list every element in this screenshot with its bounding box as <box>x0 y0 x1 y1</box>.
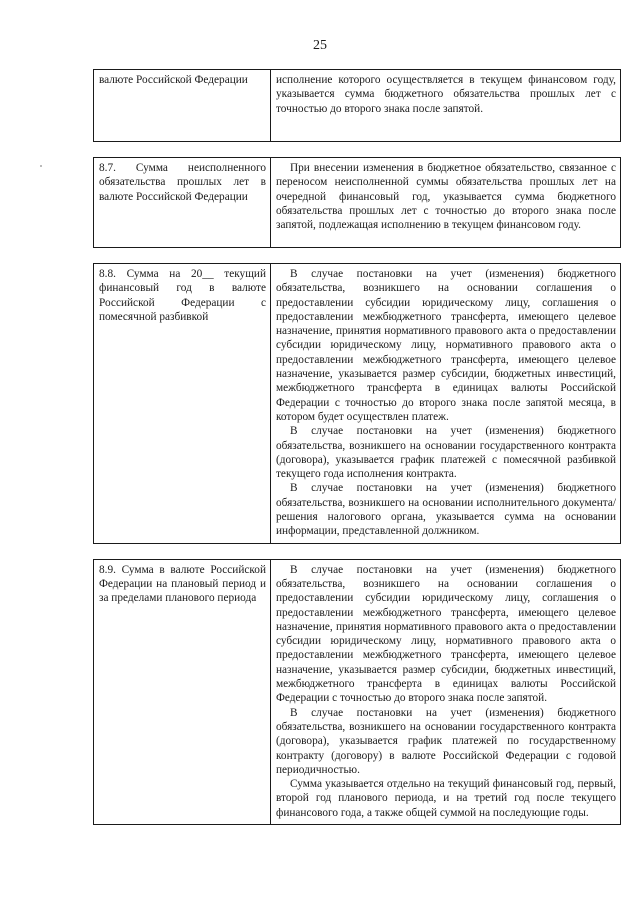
table-row <box>94 559 621 824</box>
description-cell <box>271 70 621 142</box>
field-name-cell <box>94 559 271 824</box>
field-name-cell <box>94 264 271 544</box>
field-name: валюте Российской Федерации <box>99 74 248 86</box>
field-name: 8.9. Сумма в валюте Российской Федерации на плановый период и за пределами планового периода <box>99 563 266 605</box>
row-spacer <box>94 142 621 158</box>
page-number: 25 <box>313 38 327 53</box>
instructions-table <box>93 69 621 825</box>
field-name: 8.7. Сумма неисполненного обязательства прошлых лет в валюте Российской Федерации <box>99 162 266 203</box>
description-cell <box>271 158 621 248</box>
field-name: 8.8. Сумма на 20__ текущий финансовый год в валюте Российской Федерации с помесячной разбивкой <box>99 268 266 323</box>
description-paragraph: исполнение которого осуществляется в текущем финансовом году, указывается сумма бюджетного обязательства прошлых лет с точностью до второго знака после запятой. <box>276 74 616 115</box>
description-paragraph: В случае постановки на учет (изменения) бюджетного обязательства, возникшего на основании государственного контракта (договора), указывается график платежей по государственному контракту (договору) в валюте Российской Федерации с годовой периодичностью. <box>276 706 616 776</box>
description-paragraph: В случае постановки на учет (изменения) бюджетного обязательства, возникшего на основании соглашения о предоставлении субсидии юридическому лицу, соглашения о предоставлении межбюджетного трансферта, имеющего целевое назначение, принятия нормативного правового акта о предоставлении субсидии юридическому лицу, нормативного правового акта о предоставлении межбюджетного трансферта, имеющего целевое назначение, указывается размер субсидии, бюджетных инвестиций, межбюджетного трансферта в единицах валюты Российской Федерации с точностью до второго знака после запятой месяца, в котором будет осуществлен платеж. <box>276 268 616 423</box>
row-spacer <box>94 543 621 559</box>
table-row <box>94 70 621 142</box>
description-paragraph: В случае постановки на учет (изменения) бюджетного обязательства, возникшего на основании государственного контракта (договора), указывается график платежей с помесячной разбивкой текущего года исполнения контракта. <box>276 425 616 481</box>
scan-speck <box>40 165 42 167</box>
description-paragraph: Сумма указывается отдельно на текущий финансовый год, первый, второй год планового периода, и на третий год после текущего финансового года, а также общей суммой на последующие годы. <box>276 778 616 819</box>
field-name-cell <box>94 70 271 142</box>
row-spacer <box>94 248 621 264</box>
table-row <box>94 264 621 544</box>
description-cell <box>271 559 621 824</box>
description-paragraph: При внесении изменения в бюджетное обязательство, связанное с переносом неисполненной суммы обязательства прошлых лет на очередной финансовый год, указывается сумма бюджетного обязательства прошлых лет с точностью до второго знака после запятой, подлежащая исполнению в текущем финансовом году. <box>276 162 616 232</box>
description-paragraph: В случае постановки на учет (изменения) бюджетного обязательства, возникшего на основании исполнительного документа/решения налогового органа, указывается сумма на основании информации, представленной должником. <box>276 482 616 538</box>
field-name-cell <box>94 158 271 248</box>
table-row <box>94 158 621 248</box>
description-cell <box>271 264 621 544</box>
description-paragraph: В случае постановки на учет (изменения) бюджетного обязательства, возникшего на основании соглашения о предоставлении субсидии юридическому лицу, соглашения о предоставлении межбюджетного трансферта, имеющего целевое назначение, принятия нормативного правового акта о предоставлении субсидии юридическому лицу, нормативного правового акта о предоставлении межбюджетного трансферта, имеющего целевое назначение, указывается размер субсидии, бюджетных инвестиций, межбюджетного трансферта в единицах валюты Российской Федерации с точностью до второго знака после запятой. <box>276 563 616 705</box>
